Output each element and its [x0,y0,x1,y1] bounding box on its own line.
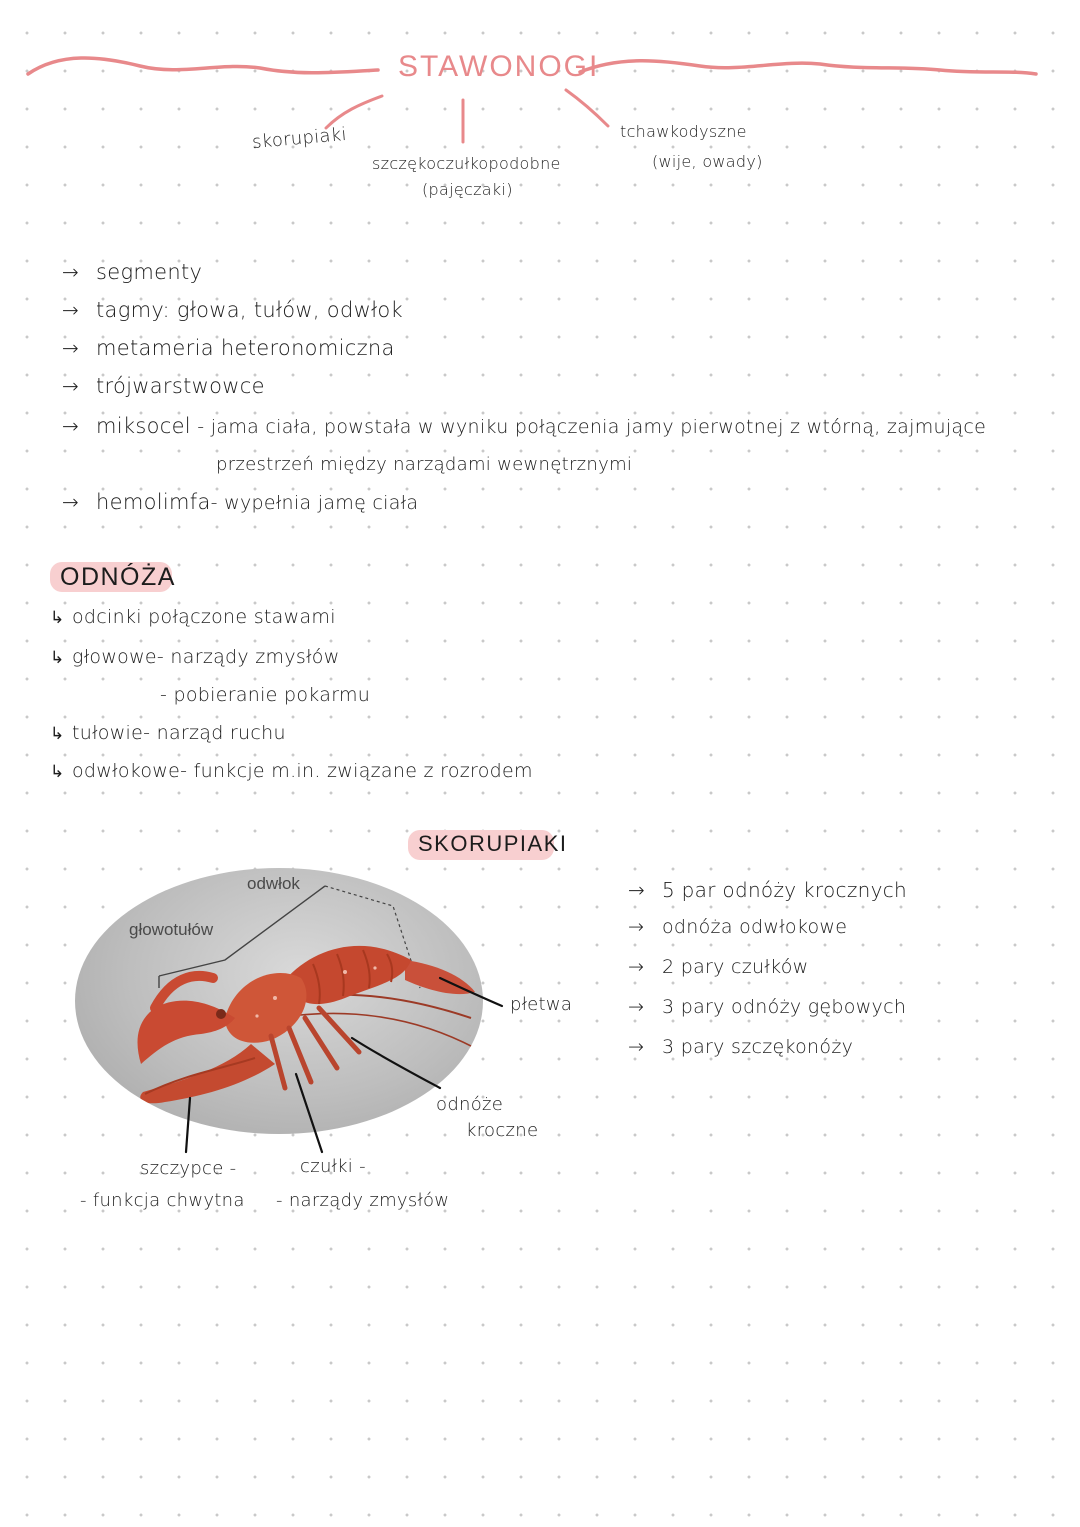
fact-text: 2 pary czułków [662,956,809,978]
appendage-text: - narządy zmysłów [156,646,340,668]
branch-middle-line1: szczękoczułkopodobne [372,154,561,173]
feature-item [62,260,202,284]
feature-continuation: przestrzeń między narządami wewnętrznymi [216,454,633,475]
annotation-antennae-line1: czułki - [300,1156,366,1177]
fact-text: odnóża odwłokowe [662,916,848,938]
section-heading-appendages: ODNÓŻA [60,563,176,591]
fact-text: 3 pary odnóży gębowych [662,996,907,1018]
fact-item [628,916,847,938]
feature-text: trójwarstwowce [96,374,265,398]
arrow-icon: → [62,374,80,398]
appendage-text: odcinki połączone stawami [72,606,336,628]
fact-item [628,1036,853,1058]
header-wave-decoration [0,0,1080,220]
feature-text: - wypełnia jamę ciała [210,492,419,514]
arrow-icon: → [62,336,80,360]
return-arrow-icon: ↳ [50,648,65,668]
appendage-text: - narząd ruchu [143,722,286,744]
arrow-icon: → [62,260,80,284]
fact-item [628,878,907,902]
return-arrow-icon: ↳ [50,762,65,782]
arrow-icon: → [628,878,646,902]
annotation-tail: płetwa [510,994,573,1015]
branch-right-line2: (wije, owady) [652,152,763,171]
feature-item [62,490,418,514]
appendage-continuation: - pobieranie pokarmu [160,684,371,706]
feature-text: metameria heteronomiczna [96,336,395,360]
feature-text: - jama ciała, powstała w wyniku połączenia jamy pierwotnej z wtórną, zajmujące [197,416,987,438]
appendage-label: odwłokowe [72,760,181,782]
feature-label: hemolimfa [96,490,211,514]
photo-label-cephalothorax: głowotułów [129,920,214,939]
annotation-walking-legs-line1: odnóże [436,1094,504,1115]
feature-item [62,298,403,322]
return-arrow-icon: ↳ [50,724,65,744]
page-title: STAWONOGI [398,50,600,83]
branch-middle-line2: (pajęczaki) [422,180,513,199]
return-arrow-icon: ↳ [50,608,65,628]
fact-text: 3 pary szczękonóży [662,1036,854,1058]
fact-text: 5 par odnóży krocznych [662,878,908,902]
annotation-walking-legs-line2: kroczne [466,1120,539,1141]
appendage-item [50,646,340,668]
annotation-claws-line2: - funkcja chwytna [80,1190,245,1211]
feature-label: miksocel [96,414,191,438]
section-heading-crustaceans: SKORUPIAKI [418,831,568,856]
arrow-icon: → [62,298,80,322]
branch-right-line1: tchawkodyszne [620,122,747,141]
feature-item [62,374,265,398]
arrow-icon: → [62,414,80,438]
appendage-label: głowowe [72,646,157,668]
photo-label-abdomen: odwłok [247,874,300,893]
appendage-item [50,722,286,744]
feature-item [62,414,986,438]
arrow-icon: → [628,956,645,978]
fact-item [628,996,906,1018]
arrow-icon: → [628,1036,645,1058]
annotation-claws-line1: szczypce - [140,1158,237,1179]
appendage-label: tułowie [72,722,144,744]
fact-item [628,956,808,978]
arrow-icon: → [628,996,645,1018]
arrow-icon: → [628,916,645,938]
arrow-icon: → [62,490,80,514]
branch-left: skorupiaki [251,123,348,154]
appendage-text: - funkcje m.in. związane z rozrodem [180,760,533,782]
feature-text: segmenty [96,260,203,284]
feature-text: tagmy: głowa, tułów, odwłok [96,298,403,322]
annotation-antennae-line2: - narządy zmysłów [276,1190,450,1211]
appendage-item [50,760,533,782]
appendage-item [50,606,336,628]
feature-item [62,336,395,360]
